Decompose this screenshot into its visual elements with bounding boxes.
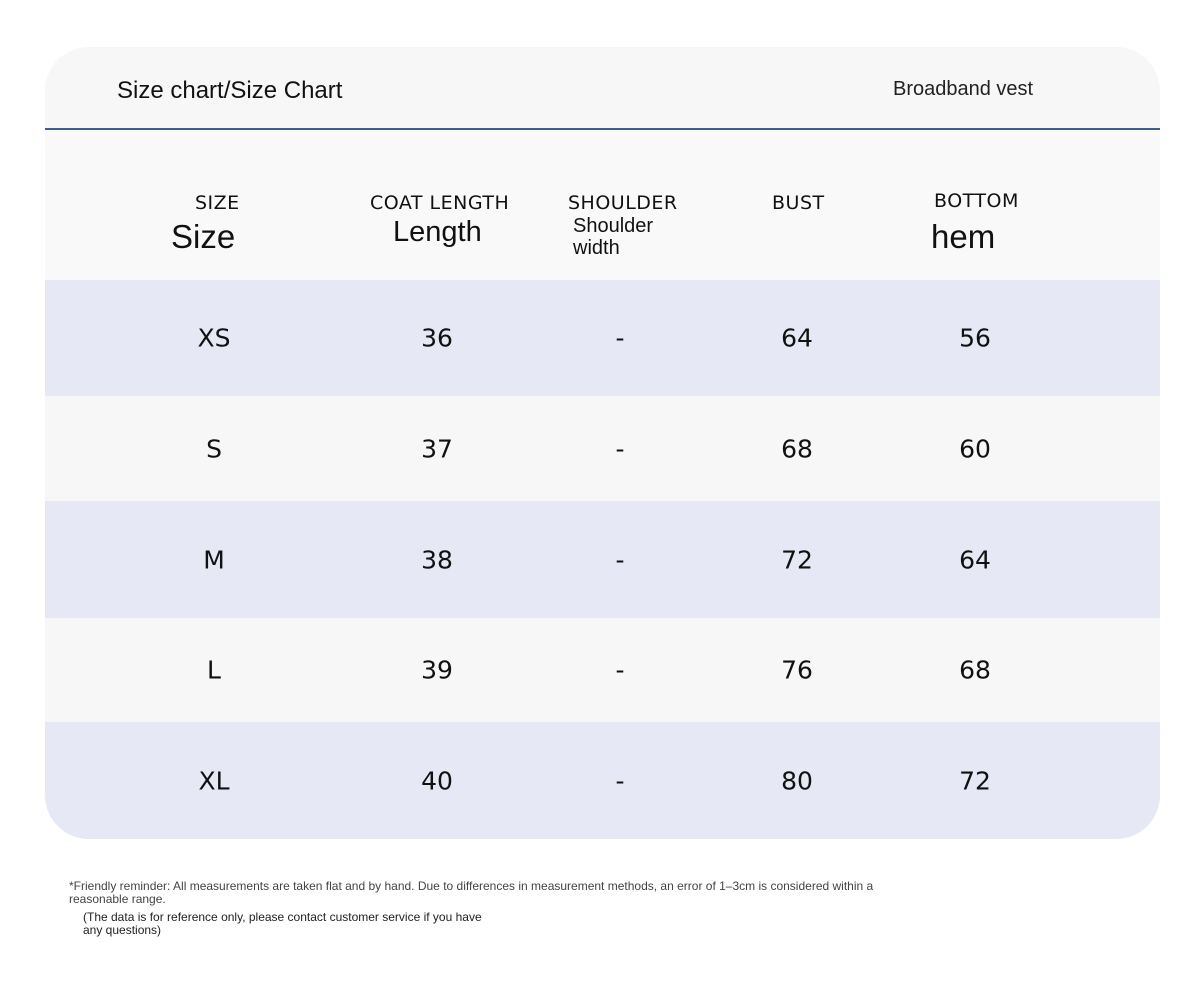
cell-hem: 56 [959,323,991,353]
table-row [45,280,1160,396]
col-subheader-bottom: hem [931,218,996,255]
col-subheader-size: Size [171,218,236,255]
col-header-size: SIZE [195,192,240,214]
table-header-row [45,130,1160,280]
cell-bust: 76 [781,655,813,685]
size-chart-card [45,47,1160,839]
product-name: Broadband vest [893,78,1034,100]
cell-shoulder: - [615,545,625,574]
cell-shoulder: - [615,323,625,353]
cell-bust: 68 [781,434,813,463]
card-header [45,47,1160,129]
measurement-reminder: *Friendly reminder: All measurements are taken flat and by hand. Due to differences in measurement methods, an error of 1–3cm is considered within a reasonable range. [69,879,874,906]
table-row [45,501,1160,618]
cell-length: 36 [421,323,453,353]
cell-bust: 80 [781,766,813,795]
col-header-bottom: BOTTOM [934,190,1019,212]
cell-bust: 72 [781,545,813,574]
cell-size: XS [197,323,231,353]
cell-length: 37 [421,434,453,463]
chart-title: Size chart/Size Chart [117,77,343,104]
table-row [45,396,1160,501]
cell-length: 38 [421,545,453,574]
cell-hem: 72 [959,766,991,795]
cell-bust: 64 [781,323,813,353]
col-header-coat-length: COAT LENGTH [370,192,510,214]
cell-length: 39 [421,655,453,685]
col-header-shoulder: SHOULDER [568,192,678,214]
cell-shoulder: - [615,434,625,463]
cell-size: XL [198,766,230,795]
table-row [45,722,1160,839]
col-subheader-shoulder: Shoulder width [573,215,654,259]
cell-hem: 60 [959,434,991,463]
cell-shoulder: - [615,766,625,795]
cell-size: L [207,655,221,685]
cell-shoulder: - [615,655,625,685]
cell-size: S [206,434,222,463]
cell-length: 40 [421,766,453,795]
reference-note: (The data is for reference only, please contact customer service if you have any questions) [83,910,482,937]
table-row [45,618,1160,722]
cell-size: M [203,545,225,574]
col-subheader-coat-length: Length [393,216,482,248]
cell-hem: 64 [959,545,991,574]
cell-hem: 68 [959,655,991,685]
col-header-bust: BUST [772,192,825,214]
